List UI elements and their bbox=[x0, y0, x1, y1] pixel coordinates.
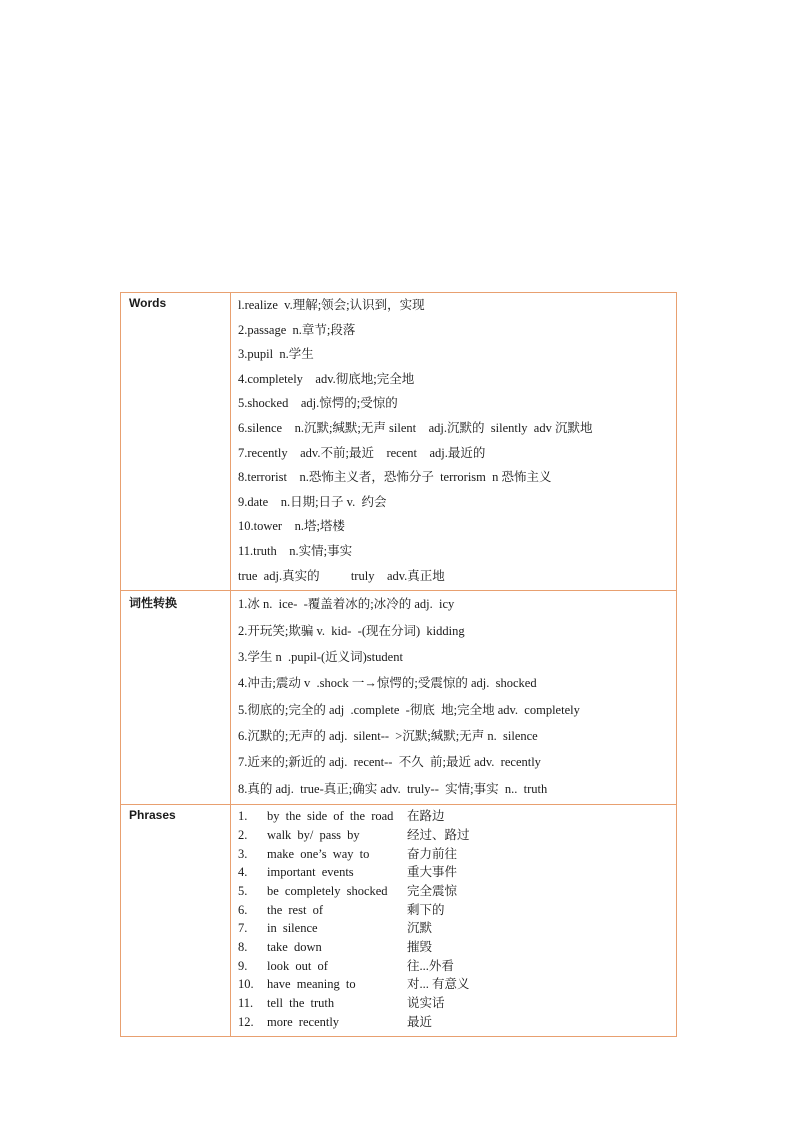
phrases-row bbox=[121, 805, 677, 1036]
phrase-number: 5. bbox=[238, 884, 248, 898]
phrase-english: in silence bbox=[267, 921, 318, 936]
words-list bbox=[231, 293, 676, 590]
phrase-entry bbox=[238, 826, 676, 845]
phrase-entry bbox=[238, 882, 676, 901]
phrase-chinese: 重大事件 bbox=[407, 865, 458, 880]
phrase-number: 2. bbox=[238, 827, 248, 842]
vocabulary-table bbox=[120, 292, 677, 1037]
phrase-chinese: 说实话 bbox=[407, 996, 445, 1011]
phrase-number: 7. bbox=[238, 921, 248, 936]
phrase-entry bbox=[238, 994, 676, 1013]
phrase-chinese: 完全震惊 bbox=[407, 884, 458, 898]
phrase-english: the rest of bbox=[267, 902, 323, 917]
phrase-english: more recently bbox=[267, 1014, 340, 1029]
phrase-chinese: 剩下的 bbox=[407, 902, 445, 917]
word-entry: 5.shocked adj.惊愕的;受惊的 bbox=[238, 396, 398, 411]
phrases-label-cell bbox=[121, 805, 231, 1036]
word-entry: 7.recently adv.不前;最近 recent adj.最近的 bbox=[238, 445, 486, 460]
word-entry: 3.pupil n.学生 bbox=[238, 347, 314, 362]
phrase-entry bbox=[238, 1013, 676, 1032]
phrase-number: 3. bbox=[238, 846, 248, 861]
phrase-chinese: 在路边 bbox=[407, 809, 445, 824]
phrase-number: 11. bbox=[238, 996, 254, 1011]
phrase-entry bbox=[238, 957, 676, 976]
conversion-entry: 1.冰 n. ice- -覆盖着冰的;冰冷的 adj. icy bbox=[238, 597, 455, 612]
word-entry: l.realize v.理解;领会;认识到，实现 bbox=[238, 298, 425, 312]
phrases-list bbox=[231, 805, 676, 1035]
word-entry: 11.truth n.实情;事实 bbox=[238, 543, 353, 558]
phrase-chinese: 往...外看 bbox=[407, 958, 454, 973]
phrase-number: 12. bbox=[238, 1014, 254, 1029]
phrase-number: 10. bbox=[238, 977, 254, 992]
conversion-entry: 2.开玩笑;欺骗 v. kid- -(现在分词) kidding bbox=[238, 623, 465, 638]
phrase-chinese: 奋力前往 bbox=[407, 846, 458, 861]
phrase-entry bbox=[238, 863, 676, 882]
phrase-entry bbox=[238, 975, 676, 994]
word-entry: 6.silence n.沉默;缄默;无声 silent adj.沉默的 silently adv 沉默地 bbox=[238, 420, 593, 435]
words-row bbox=[121, 293, 677, 591]
phrase-english: be completely shocked bbox=[267, 884, 388, 898]
conversion-label-cell bbox=[121, 591, 231, 805]
phrase-english: look out of bbox=[267, 958, 328, 973]
phrase-english: take down bbox=[267, 940, 322, 955]
phrase-chinese: 对... 有意义 bbox=[407, 977, 470, 992]
phrase-entry bbox=[238, 845, 676, 864]
phrase-chinese: 最近 bbox=[407, 1014, 433, 1029]
phrase-english: walk by/ pass by bbox=[267, 827, 360, 842]
conversion-entry: 8.真的 adj. true-真正;确实 adv. truly-- 实情;事实 n.. truth bbox=[238, 781, 548, 796]
phrase-entry bbox=[238, 919, 676, 938]
word-entry: 2.passage n.章节;段落 bbox=[238, 322, 356, 337]
phrase-number: 1. bbox=[238, 809, 248, 824]
phrase-entry bbox=[238, 807, 676, 826]
conversion-entry: 3.学生 n .pupil-(近义词)student bbox=[238, 649, 403, 664]
phrase-number: 8. bbox=[238, 940, 248, 955]
phrase-english: important events bbox=[267, 865, 354, 880]
phrase-english: by the side of the road bbox=[267, 809, 394, 824]
words-label: Words bbox=[129, 296, 167, 310]
phrase-entry bbox=[238, 938, 676, 957]
conversion-content-cell bbox=[231, 591, 677, 805]
conversion-entry: 5.彻底的;完全的 adj .complete -彻底 地;完全地 adv. completely bbox=[238, 702, 580, 717]
phrases-label: Phrases bbox=[129, 808, 176, 823]
phrase-english: make one’s way to bbox=[267, 846, 370, 861]
conversion-entry: 6.沉默的;无声的 adj. silent-- >沉默;缄默;无声 n. silence bbox=[238, 729, 538, 744]
conversion-row bbox=[121, 591, 677, 805]
word-entry: 9.date n.日期;日子 v. 约会 bbox=[238, 494, 387, 509]
word-entry: 4.completely adv.彻底地;完全地 bbox=[238, 371, 415, 386]
words-label-cell bbox=[121, 293, 231, 591]
words-content-cell bbox=[231, 293, 677, 591]
conversion-entry: 4.冲击;震动 v .shock 一→惊愕的;受震惊的 adj. shocked bbox=[238, 676, 537, 691]
conversion-entry: 7.近来的;新近的 adj. recent-- 不久 前;最近 adv. recently bbox=[238, 755, 541, 770]
conversion-list bbox=[231, 591, 676, 804]
phrase-chinese: 摧毁 bbox=[407, 940, 433, 955]
word-entry: 10.tower n.塔;塔楼 bbox=[238, 519, 345, 534]
conversion-label: 词性转换 bbox=[129, 596, 178, 611]
phrase-chinese: 经过、路过 bbox=[407, 827, 470, 842]
phrase-number: 6. bbox=[238, 902, 248, 917]
phrases-content-cell bbox=[231, 805, 677, 1036]
word-entry: true adj.真实的 truly adv.真正地 bbox=[238, 568, 445, 583]
word-entry: 8.terrorist n.恐怖主义者，恐怖分子 terrorism n 恐怖主义 bbox=[238, 470, 552, 485]
phrase-english: tell the truth bbox=[267, 996, 335, 1011]
phrase-entry bbox=[238, 901, 676, 920]
phrase-chinese: 沉默 bbox=[407, 921, 433, 936]
phrase-english: have meaning to bbox=[267, 977, 356, 992]
phrase-number: 4. bbox=[238, 865, 248, 880]
phrase-number: 9. bbox=[238, 958, 248, 973]
